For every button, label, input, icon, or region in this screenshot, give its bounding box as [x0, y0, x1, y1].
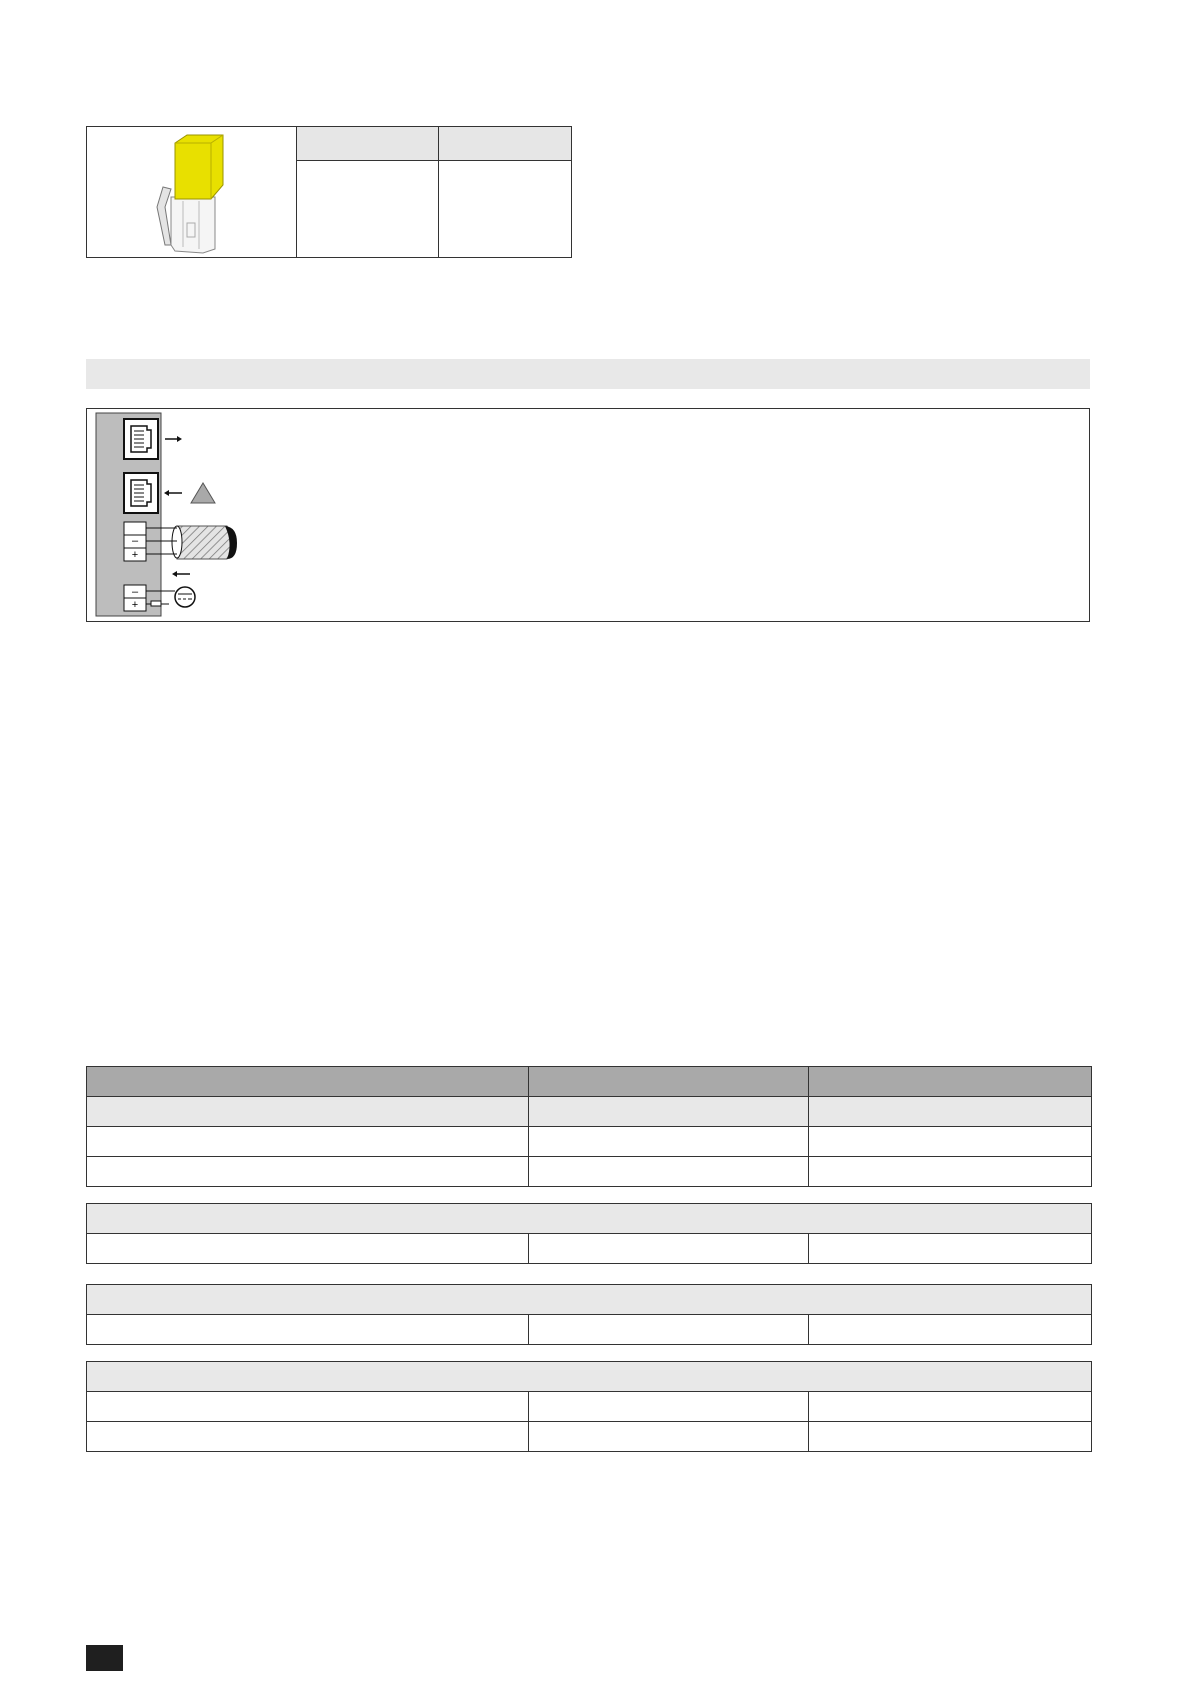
table-cell: [809, 1097, 1092, 1127]
table-cell: [529, 1234, 809, 1264]
table-subheader-row: [87, 1097, 1092, 1127]
spec-table-4: [86, 1361, 1092, 1452]
spec-table-3: [86, 1284, 1092, 1345]
bus-terminal-minus: –: [131, 535, 139, 547]
table-section-cell: [87, 1204, 1092, 1234]
table-row: [87, 1315, 1092, 1345]
power-terminal-plus: +: [131, 599, 139, 611]
table-cell: [87, 1127, 529, 1157]
table-row: [87, 1234, 1092, 1264]
table-cell: [87, 1315, 529, 1345]
rj45-port-out-icon: [124, 419, 158, 459]
table-cell: [529, 1127, 809, 1157]
table-cell: [809, 1127, 1092, 1157]
product-image-cell: [87, 127, 297, 257]
table-cell: [87, 1392, 529, 1422]
table-cell: [87, 1097, 529, 1127]
table-cell: [529, 1392, 809, 1422]
arrow-in-icon: [164, 490, 182, 496]
bus-terminal-plus: +: [131, 549, 139, 561]
table-row: [87, 1157, 1092, 1187]
table-cell: [809, 1157, 1092, 1187]
product-table: [86, 126, 572, 258]
power-terminal-minus: –: [131, 586, 139, 598]
table-section-row: [87, 1362, 1092, 1392]
table-section-row: [87, 1285, 1092, 1315]
table-cell: [809, 1234, 1092, 1264]
product-table-header-2: [439, 127, 571, 161]
table-cell: [529, 1097, 809, 1127]
table-row: [87, 1127, 1092, 1157]
table-header-cell: [809, 1067, 1092, 1097]
table-cell: [529, 1422, 809, 1452]
table-section-cell: [87, 1285, 1092, 1315]
table-cell: [87, 1157, 529, 1187]
table-section-row: [87, 1204, 1092, 1234]
wiring-diagram: [86, 408, 1090, 622]
table-row: [87, 1392, 1092, 1422]
page-number-tab: [86, 1645, 123, 1671]
product-table-value-1: [297, 161, 439, 257]
spec-table-1: [86, 1066, 1092, 1187]
table-header-cell: [529, 1067, 809, 1097]
connector-illustration: [87, 127, 295, 255]
arrow-bus-icon: [172, 571, 190, 577]
wiring-diagram-drawing: [87, 409, 1089, 621]
table-cell: [87, 1234, 529, 1264]
table-cell: [529, 1315, 809, 1345]
product-table-value-2: [439, 161, 571, 257]
table-cell: [809, 1392, 1092, 1422]
table-cell: [529, 1157, 809, 1187]
table-cell: [809, 1315, 1092, 1345]
warning-triangle-icon: [191, 483, 215, 503]
table-cell: [809, 1422, 1092, 1452]
rj45-port-in-icon: [124, 473, 158, 513]
table-row: [87, 1422, 1092, 1452]
spec-table-2: [86, 1203, 1092, 1264]
product-table-header-1: [297, 127, 439, 161]
arrow-out-icon: [165, 436, 182, 442]
section-heading: [86, 359, 1090, 389]
table-section-cell: [87, 1362, 1092, 1392]
table-cell: [87, 1422, 529, 1452]
table-header-row: [87, 1067, 1092, 1097]
table-header-cell: [87, 1067, 529, 1097]
